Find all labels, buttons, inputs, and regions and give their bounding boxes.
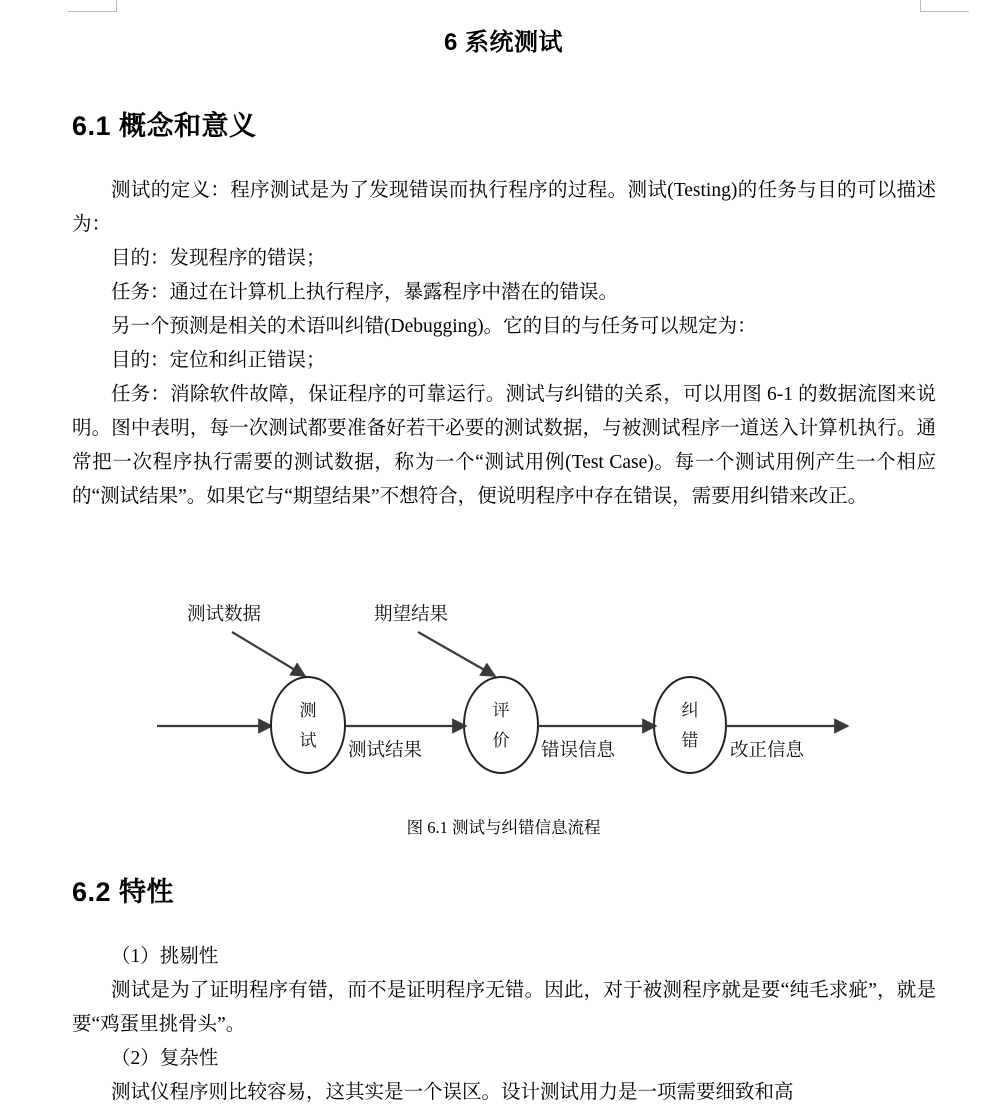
paragraph-task-2: 任务：消除软件故障，保证程序的可靠运行。测试与纠错的关系，可以用图 6-1 的数据流图来说明。图中表明，每一次测试都要准备好若干必要的测试数据，与被测试程序一道送入计算机执行。通常把一次程序执行需要的测试数据，称为一个“测试用例(Test Case)。每一个测试用例产生一个相应的“测试结果”。如果它与“期望结果”不想符合，便说明程序中存在错误，需要用纠错来改正。 bbox=[72, 384, 936, 507]
node-debug-label-1: 纠 bbox=[681, 701, 699, 720]
figure-6-1 bbox=[0, 588, 1007, 828]
crop-mark-top-right bbox=[920, 0, 969, 12]
node-test bbox=[271, 677, 345, 773]
paragraph-task: 任务：通过在计算机上执行程序，暴露程序中潜在的错误。 bbox=[111, 282, 619, 303]
label-error-info: 错误信息 bbox=[541, 739, 616, 760]
label-expected-result: 期望结果 bbox=[374, 603, 449, 624]
paragraph-purpose-2: 目的：定位和纠正错误； bbox=[111, 350, 326, 371]
section-6-2-body bbox=[72, 940, 936, 1110]
node-evaluate bbox=[464, 677, 538, 773]
node-debug-label-2: 错 bbox=[681, 731, 699, 750]
paragraph-item-2: （2）复杂性 bbox=[111, 1048, 219, 1069]
section-heading-6-2: 6.2 特性 bbox=[72, 877, 175, 907]
label-test-result: 测试结果 bbox=[348, 739, 423, 760]
flow-line-test-data bbox=[232, 632, 305, 676]
crop-mark-top-left bbox=[68, 0, 117, 12]
section-6-1-body bbox=[72, 174, 936, 514]
paragraph-definition: 测试的定义：程序测试是为了发现错误而执行程序的过程。测试(Testing)的任务与目的可以描述为： bbox=[72, 180, 936, 235]
flow-line-expected-result bbox=[418, 632, 495, 676]
node-test-label-1: 测 bbox=[299, 701, 317, 720]
figure-caption: 图 6.1 测试与纠错信息流程 bbox=[406, 818, 601, 837]
node-debug bbox=[654, 677, 726, 773]
label-test-data: 测试数据 bbox=[187, 603, 262, 624]
section-heading-6-1: 6.1 概念和意义 bbox=[72, 111, 257, 141]
page-title: 6 系统测试 bbox=[443, 29, 563, 56]
label-correction-info: 改正信息 bbox=[730, 739, 805, 760]
paragraph-item-1-body: 测试是为了证明程序有错，而不是证明程序无错。因此，对于被测程序就是要“纯毛求疵”，就是要“鸡蛋里挑骨头”。 bbox=[72, 980, 936, 1035]
paragraph-item-2-body: 测试仪程序则比较容易，这其实是一个误区。设计测试用力是一项需要细致和高 bbox=[111, 1082, 794, 1103]
paragraph-purpose: 目的：发现程序的错误； bbox=[111, 248, 326, 269]
node-evaluate-label-2: 价 bbox=[492, 731, 510, 750]
node-test-label-2: 试 bbox=[299, 731, 317, 750]
paragraph-debugging: 另一个预测是相关的术语叫纠错(Debugging)。它的目的与任务可以规定为： bbox=[111, 316, 757, 337]
node-evaluate-label-1: 评 bbox=[492, 701, 510, 720]
paragraph-item-1: （1）挑剔性 bbox=[111, 946, 219, 967]
